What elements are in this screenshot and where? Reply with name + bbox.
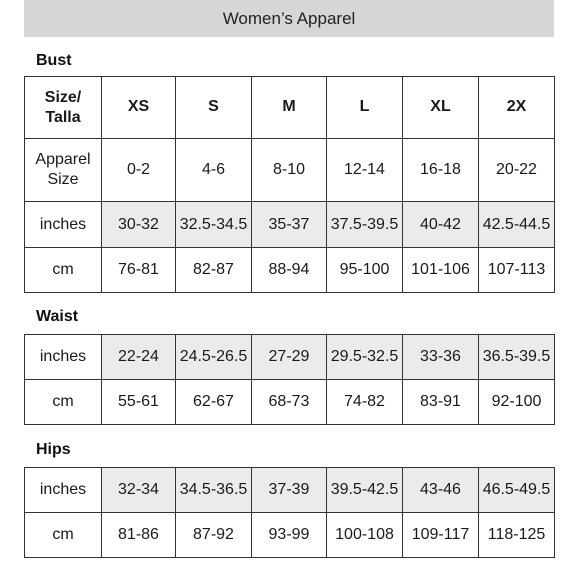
size-header-line1: Size/ xyxy=(44,88,82,106)
waist-cm-cell: 92-100 xyxy=(479,380,555,425)
bust-inches-cell: 30-32 xyxy=(102,202,176,248)
hips-inches-cell: 34.5-36.5 xyxy=(176,468,252,513)
size-s-header: S xyxy=(176,77,252,139)
hips-cm-cell: 93-99 xyxy=(252,513,327,558)
bust-inches-cell: 37.5-39.5 xyxy=(327,202,403,248)
waist-cm-cell: 68-73 xyxy=(252,380,327,425)
bust-cm-cell: 101-106 xyxy=(403,248,479,293)
hips-inches-cell: 43-46 xyxy=(403,468,479,513)
size-xs-header: XS xyxy=(102,77,176,139)
apparel-cell: 8-10 xyxy=(252,139,327,202)
size-l-header: L xyxy=(327,77,403,139)
bust-table xyxy=(24,76,555,293)
hips-cm-row xyxy=(25,513,555,558)
hips-cm-cell: 87-92 xyxy=(176,513,252,558)
bust-cm-cell: 95-100 xyxy=(327,248,403,293)
hips-inches-cell: 39.5-42.5 xyxy=(327,468,403,513)
page-title: Women’s Apparel xyxy=(24,0,554,37)
waist-inches-cell: 36.5-39.5 xyxy=(479,335,555,380)
bust-inches-label: inches xyxy=(25,202,102,248)
apparel-cell: 0-2 xyxy=(102,139,176,202)
apparel-cell: 12-14 xyxy=(327,139,403,202)
bust-cm-label: cm xyxy=(25,248,102,293)
section-label-bust: Bust xyxy=(36,52,72,69)
waist-cm-row xyxy=(25,380,555,425)
bust-cm-row xyxy=(25,248,555,293)
waist-cm-cell: 74-82 xyxy=(327,380,403,425)
bust-cm-cell: 107-113 xyxy=(479,248,555,293)
waist-inches-label: inches xyxy=(25,335,102,380)
hips-cm-cell: 81-86 xyxy=(102,513,176,558)
apparel-cell: 16-18 xyxy=(403,139,479,202)
section-label-waist: Waist xyxy=(36,308,79,325)
hips-inches-cell: 32-34 xyxy=(102,468,176,513)
hips-cm-cell: 109-117 xyxy=(403,513,479,558)
bust-cm-cell: 88-94 xyxy=(252,248,327,293)
hips-inches-label: inches xyxy=(25,468,102,513)
bust-inches-row xyxy=(25,202,555,248)
hips-inches-cell: 46.5-49.5 xyxy=(479,468,555,513)
waist-inches-cell: 22-24 xyxy=(102,335,176,380)
bust-cm-cell: 76-81 xyxy=(102,248,176,293)
bust-inches-cell: 32.5-34.5 xyxy=(176,202,252,248)
size-header-row xyxy=(25,77,555,139)
apparel-label-line2: Size xyxy=(47,171,79,188)
hips-cm-cell: 100-108 xyxy=(327,513,403,558)
size-2x-header: 2X xyxy=(479,77,555,139)
waist-cm-cell: 55-61 xyxy=(102,380,176,425)
hips-inches-row xyxy=(25,468,555,513)
hips-table xyxy=(24,467,555,558)
size-talla-header xyxy=(25,77,102,139)
bust-inches-cell: 40-42 xyxy=(403,202,479,248)
waist-inches-cell: 29.5-32.5 xyxy=(327,335,403,380)
waist-inches-cell: 33-36 xyxy=(403,335,479,380)
hips-cm-label: cm xyxy=(25,513,102,558)
bust-cm-cell: 82-87 xyxy=(176,248,252,293)
hips-inches-cell: 37-39 xyxy=(252,468,327,513)
hips-cm-cell: 118-125 xyxy=(479,513,555,558)
waist-inches-cell: 24.5-26.5 xyxy=(176,335,252,380)
apparel-label-line1: Apparel xyxy=(35,151,91,168)
waist-cm-label: cm xyxy=(25,380,102,425)
apparel-size-label xyxy=(25,139,102,202)
size-header-line2: Talla xyxy=(45,108,81,126)
size-m-header: M xyxy=(252,77,327,139)
apparel-cell: 20-22 xyxy=(479,139,555,202)
waist-table xyxy=(24,334,555,425)
bust-inches-cell: 35-37 xyxy=(252,202,327,248)
waist-cm-cell: 83-91 xyxy=(403,380,479,425)
section-label-hips: Hips xyxy=(36,441,71,458)
waist-inches-row xyxy=(25,335,555,380)
bust-inches-cell: 42.5-44.5 xyxy=(479,202,555,248)
apparel-cell: 4-6 xyxy=(176,139,252,202)
size-xl-header: XL xyxy=(403,77,479,139)
waist-inches-cell: 27-29 xyxy=(252,335,327,380)
apparel-size-row xyxy=(25,139,555,202)
waist-cm-cell: 62-67 xyxy=(176,380,252,425)
